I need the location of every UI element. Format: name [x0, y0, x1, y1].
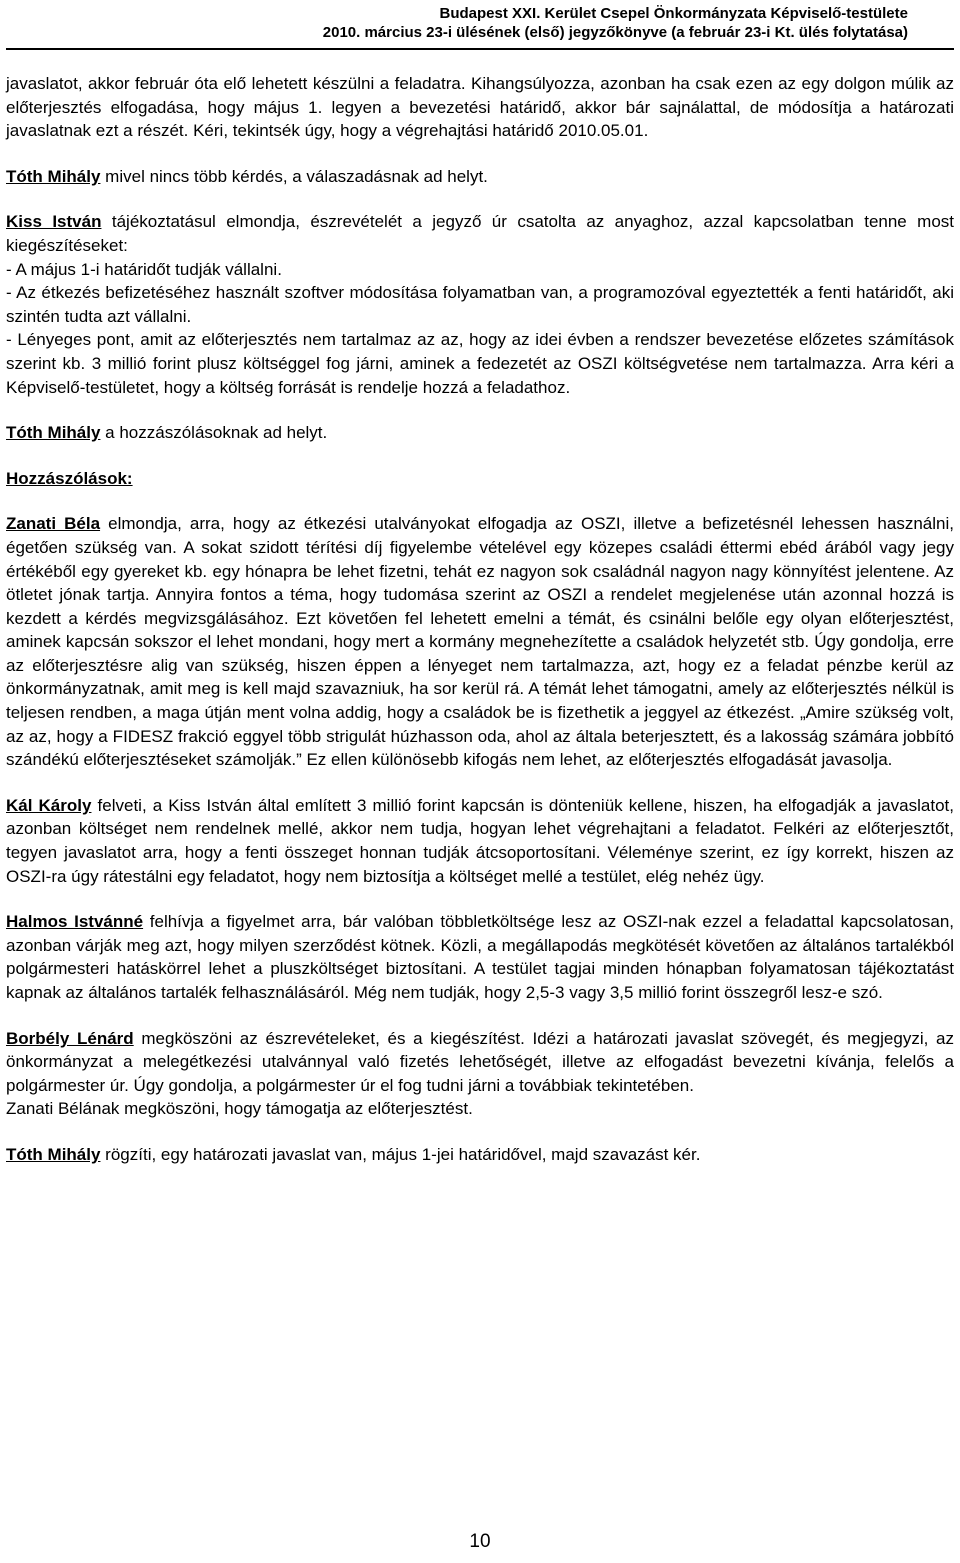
- paragraph-text: felhívja a figyelmet arra, bár valóban többletköltsége lesz az OSZI-nak ezzel a feladattal kapcsolatosan, azonban várják meg azt, hogy milyen szerződést kötnek. Közli, a megállapodás megkötését követően az általános tartalékból polgármesteri hatáskörrel lehet a pluszköltséget biztosítani. A testület tagjai minden hónapban folyamatosan tájékoztatást kapnak az általános tartalék felhasználásáról. Még nem tudják, hogy 2,5-3 vagy 3,5 millió forint összegről lesz-e szó.: [6, 912, 954, 1002]
- paragraph: [6, 512, 954, 772]
- paragraph: [6, 794, 954, 888]
- speaker-name: Borbély Lénárd: [6, 1028, 134, 1048]
- paragraph: [6, 910, 954, 1004]
- header-rule: [6, 48, 954, 50]
- document-body: [6, 72, 954, 1167]
- paragraph-text: - Az étkezés befizetéséhez használt szoftver módosítása folyamatban van, a programozóval egyeztették a fenti határidőt, aki szintén tudta azt vállalni.: [6, 283, 954, 326]
- page-number: 10: [469, 1531, 491, 1552]
- paragraph-gap: [6, 445, 954, 467]
- paragraph-gap: [6, 1121, 954, 1143]
- paragraph: [6, 258, 954, 282]
- paragraph: [6, 1097, 954, 1121]
- paragraph-text: javaslatot, akkor február óta elő lehetett készülni a feladatra. Kihangsúlyozza, azonban ha csak ezen az egy dolgon múlik az előterjesztés elfogadása, hogy május 1. legyen a bevezetési határidő, akkor bár sajnálattal, de módosítja a határozati javaslatnak ezt a részét. Kéri, tekintsék úgy, hogy a végrehajtási határidő 2010.05.01.: [6, 74, 954, 141]
- paragraph: [6, 210, 954, 257]
- section-heading: Hozzászólások:: [6, 468, 133, 488]
- paragraph-gap: [6, 1005, 954, 1027]
- paragraph: [6, 165, 954, 189]
- speaker-name: Tóth Mihály: [6, 1144, 101, 1164]
- paragraph-gap: [6, 143, 954, 165]
- paragraph-text: - Lényeges pont, amit az előterjesztés nem tartalmaz az az, hogy az idei évben a rendszer bevezetése előzetes számítások szerint kb. 3 millió forint plusz költséggel fog járni, aminek a fedezetét az OSZI költségvetése nem tartalmazza. Arra kéri a Képviselő-testületet, hogy a költség forrását is rendelje hozzá a feladathoz.: [6, 330, 954, 397]
- paragraph-gap: [6, 888, 954, 910]
- paragraph-text: elmondja, arra, hogy az étkezési utalványokat elfogadja az OSZI, illetve a befizetésnél lehessen használni, égetően szükség van. A sokat szidott térítési díj figyelembe vételével egy közepes családi éttermi ebéd árából vagy jegy értékéből egy gyereket kb. egy hónapra be lehet fizetni, tehát ez nagyon sok családnál nagyon nagy könnyítést jelentene. Az ötletet jónak tartja. Annyira fontos a téma, hogy tudomása szerint az OSZI a rendelet megjelenése után azonnal hozzá is kezdett a kérdés megvizsgálásához. Ezt követően fel lehetett emelni a témát, és csinálni belőle egy olyan előterjesztést, aminek kapcsán sokszor el lehet mondani, hogy mert a kormány megnehezítette a családok helyzetét stb. Úgy gondolja, erre az előterjesztésre alig van szükség, hiszen éppen a lényeget nem tartalmazza, azt, hogy ez a feladat pénzbe kerül az önkormányzatnak, amit meg is kell majd szavazniuk, ha sor kerül rá. A témát lehet támogatni, amely az előterjesztés nélkül is teljesen rendben, a maga útján ment volna addig, hogy a családok be is fizethetik a jeggyel az étkezést. „Amire szükség volt, az az, hogy a FIDESZ frakció eggyel több strigulát húzhasson oda, ahol az általa beterjesztett, és a lakosság számára jobbító szándékú előterjesztéseket számolják.” Ez ellen különösebb kifogás nem lehet, az előterjesztés elfogadását javasolja.: [6, 514, 954, 770]
- speaker-name: Tóth Mihály: [6, 423, 101, 443]
- paragraph-gap: [6, 490, 954, 512]
- speaker-name: Kiss István: [6, 212, 102, 232]
- paragraph-gap: [6, 188, 954, 210]
- paragraph: [6, 1027, 954, 1098]
- paragraph-text: - A május 1-i határidőt tudják vállalni.: [6, 259, 282, 279]
- paragraph: [6, 1143, 954, 1167]
- paragraph-text: rögzíti, egy határozati javaslat van, május 1-jei határidővel, majd szavazást kér.: [100, 1144, 701, 1164]
- paragraph-gap: [6, 399, 954, 421]
- header-line-1: Budapest XXI. Kerület Csepel Önkormányzata Képviselő-testülete: [439, 5, 908, 22]
- paragraph: [6, 328, 954, 399]
- speaker-name: Kál Károly: [6, 795, 92, 815]
- paragraph: [6, 421, 954, 445]
- paragraph-text: Zanati Bélának megköszöni, hogy támogatja az előterjesztést.: [6, 1099, 473, 1119]
- speaker-name: Halmos Istvánné: [6, 912, 144, 932]
- paragraph-text: tájékoztatásul elmondja, észrevételét a jegyző úr csatolta az anyaghoz, azzal kapcsolatban tenne most kiegészítéseket:: [6, 212, 955, 255]
- paragraph-text: megköszöni az észrevételeket, és a kiegészítést. Idézi a határozati javaslat szövegét, és megjegyzi, az önkormányzat a melegétkezési utalvánnyal való fizetés lehetőségét, illetve az elfogadást bevezetni kívánja, felelős a polgármester úr. Úgy gondolja, a polgármester úr el fog tudni járni a továbbiak tekintetében.: [6, 1028, 954, 1095]
- header-line-2: 2010. március 23-i ülésének (első) jegyzőkönyve (a február 23-i Kt. ülés folytatása): [322, 24, 908, 41]
- paragraph-text: mivel nincs több kérdés, a válaszadásnak ad helyt.: [100, 166, 488, 186]
- speaker-name: Zanati Béla: [6, 514, 101, 534]
- paragraph: [6, 281, 954, 328]
- document-header: [323, 4, 908, 42]
- paragraph-gap: [6, 772, 954, 794]
- speaker-name: Tóth Mihály: [6, 166, 101, 186]
- paragraph-text: a hozzászólásoknak ad helyt.: [100, 423, 328, 443]
- paragraph-text: felveti, a Kiss István által említett 3 millió forint kapcsán is dönteniük kellene, hiszen, ha elfogadják a javaslatot, azonban költséget nem rendelnek mellé, akkor nem tudja, hogyan lehet végrehajtani a feladatot. Felkéri az előterjesztőt, tegyen javaslatot arra, hogy a fenti összeget honnan tudják átcsoportosítani. Véleménye szerint, ez így korrekt, hiszen az OSZI-ra úgy rátestálni egy feladatot, hogy nem biztosítja a költséget mellé a testület, elég nehéz ügy.: [6, 795, 954, 886]
- paragraph: [6, 72, 954, 143]
